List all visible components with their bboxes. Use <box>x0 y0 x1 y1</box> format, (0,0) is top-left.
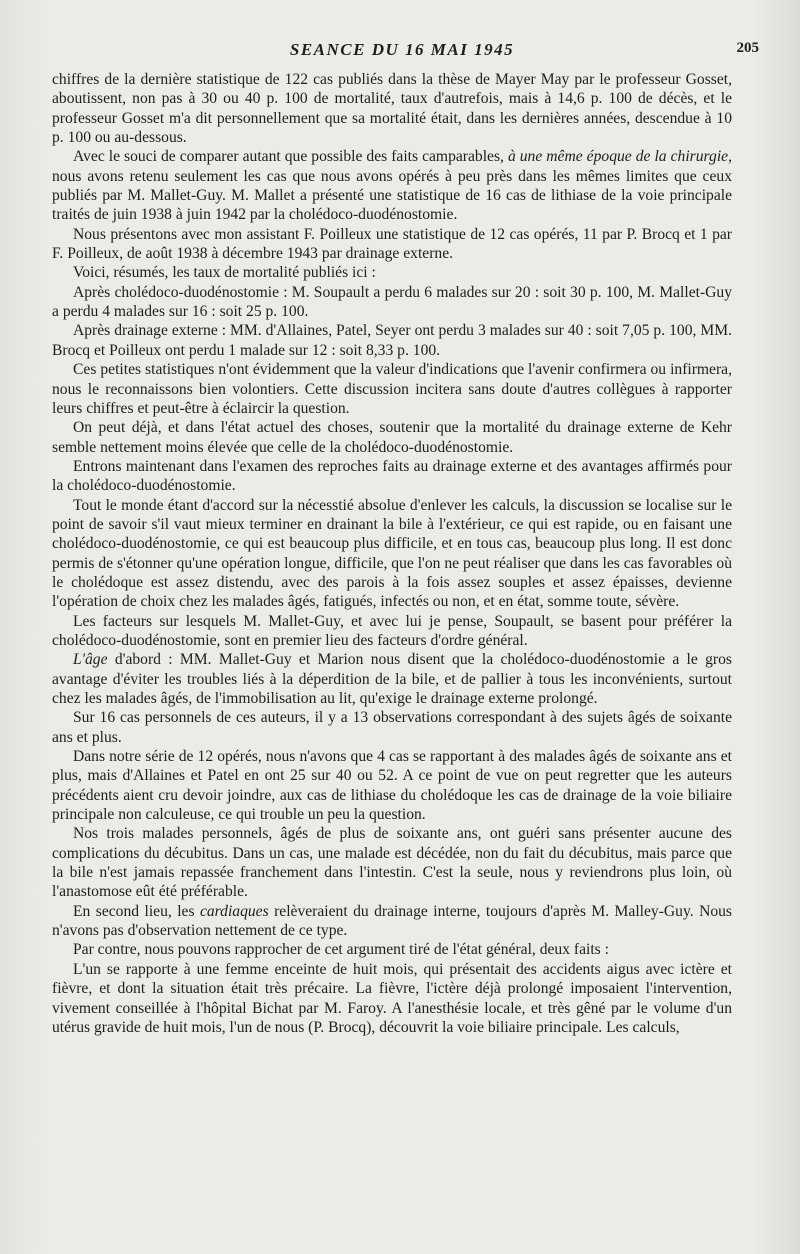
body-text <box>52 70 732 1037</box>
text-run: Ces petites statistiques n'ont évidemment que la valeur d'indications que l'avenir confirmera ou infirmera, nous le reconnaissons bien volontiers. Cette discussion incitera sans doute d'autres collègues à rapporter leurs chiffres et peut-être à éclaircir la question. <box>52 361 732 417</box>
paragraph <box>52 263 732 282</box>
text-run: Nos trois malades personnels, âgés de plus de soixante ans, ont guéri sans présenter aucune des complications du décubitus. Dans un cas, une malade est décédée, non du fait du décubitus, mais parce que la bile n'est jamais repassée franchement dans l'intestin. C'est la seule, nous y reviendrons plus loin, où l'anastomose eût été préférable. <box>52 825 732 901</box>
paragraph <box>52 650 732 708</box>
paragraph <box>52 321 732 360</box>
paragraph <box>52 360 732 418</box>
page-header <box>52 40 759 62</box>
text-run: Nous présentons avec mon assistant F. Poilleux une statistique de 12 cas opérés, 11 par P. Brocq et 1 par F. Poilleux, de août 1938 à décembre 1943 par drainage externe. <box>52 225 732 263</box>
text-run: L'un se rapporte à une femme enceinte de huit mois, qui présentait des accidents aigus avec ictère et fièvre, et dont la situation était très précaire. La fièvre, l'ictère déjà prolongé imposaient l'intervention, vivement conseillée à l'hôpital Bichat par M. Faroy. A l'anesthésie locale, et très gêné par le volume d'un utérus gravide de huit mois, l'un de nous (P. Brocq), découvrit la voie biliaire principale. Les calculs, <box>52 960 732 1036</box>
text-run: Après cholédoco-duodénostomie : M. Soupault a perdu 6 malades sur 20 : soit 30 p. 100, M. Mallet-Guy a perdu 4 malades sur 16 : soit 25 p. 100. <box>52 283 732 321</box>
text-run: Sur 16 cas personnels de ces auteurs, il y a 13 observations correspondant à des sujets âgés de soixante ans et plus. <box>52 709 732 746</box>
paragraph <box>52 70 732 147</box>
text-run: Avec le souci de comparer autant que possible des faits camparables, <box>73 148 508 166</box>
paragraph <box>52 147 732 224</box>
text-run: d'abord : MM. Mallet-Guy et Marion nous disent que la cholédoco-duodénostomie a le gros avantage d'éviter les troubles liés à la déperdition de la bile, et de pallier à tous les inconvénients, surtout chez les malades âgés, de l'immobilisation au lit, qu'exige le drainage externe prolongé. <box>52 651 732 707</box>
italic-text: L'âge <box>73 651 108 669</box>
text-run: Dans notre série de 12 opérés, nous n'avons que 4 cas se rapportant à des malades âgés de soixante ans et plus, mais d'Allaines et Patel en ont 25 sur 40 ou 52. A ce point de vue on peut regretter que les auteurs précédents aient cru devoir joindre, aux cas de lithiase du cholédoque les cas de drainage de la voie biliaire principale non calculeuse, ce qui trouble un peu la question. <box>52 748 732 824</box>
text-run: , nous avons retenu seulement les cas que nous avons opérés à peu près dans les mêmes limites que ceux publiés par M. Mallet-Guy. M. Mallet a présenté une statistique de 16 cas de lithiase de la voie principale traités de juin 1938 à juin 1942 par la cholédoco-duodénostomie. <box>52 148 732 224</box>
paragraph <box>52 496 732 612</box>
text-run: En second lieu, les <box>73 902 200 920</box>
paragraph <box>52 747 732 824</box>
paragraph <box>52 225 732 264</box>
page-number: 205 <box>736 40 759 56</box>
running-title: SEANCE DU 16 MAI 1945 <box>289 40 515 59</box>
italic-text: cardiaques <box>199 902 269 920</box>
italic-text: à une même époque de la chirurgie <box>507 148 729 166</box>
text-run: Les facteurs sur lesquels M. Mallet-Guy, et avec lui je pense, Soupault, se basent pour préférer la cholédoco-duodénostomie, sont en premier lieu des facteurs d'ordre général. <box>52 612 732 649</box>
paragraph <box>52 708 732 747</box>
paragraph <box>52 612 732 651</box>
text-run: Entrons maintenant dans l'examen des reproches faits au drainage externe et des avantages affirmés pour la cholédoco-duodénostomie. <box>52 457 732 495</box>
paragraph <box>52 283 732 322</box>
text-run: Voici, résumés, les taux de mortalité publiés ici : <box>73 264 376 282</box>
paragraph <box>52 824 732 901</box>
text-run: Tout le monde étant d'accord sur la nécesstié absolue d'enlever les calculs, la discussion se localise sur le point de savoir s'il vaut mieux terminer en drainant la bile à l'extérieur, ce qui est rapide, ou en faisant une cholédoco-duodénostomie, ce qui est beaucoup plus difficile, et en tous cas, beaucoup plus long. Il est donc permis de s'étonner qu'une opération longue, difficile, que l'on ne peut réaliser que dans les cas favorables où le cholédoque est assez distendu, avec des parois à la fois assez souples et assez épaisses, devienne l'opération de choix chez les malades âgés, fatigués, infectés ou non, et en état, somme toute, sévère. <box>52 496 732 611</box>
text-run: Après drainage externe : MM. d'Allaines, Patel, Seyer ont perdu 3 malades sur 40 : soit 7,05 p. 100, MM. Brocq et Poilleux ont perdu 1 malade sur 12 : soit 8,33 p. 100. <box>52 322 732 359</box>
paragraph <box>52 960 732 1037</box>
text-run: Par contre, nous pouvons rapprocher de cet argument tiré de l'état général, deux faits : <box>73 941 609 959</box>
paragraph <box>52 940 732 959</box>
text-run: chiffres de la dernière statistique de 122 cas publiés dans la thèse de Mayer May par le professeur Gosset, aboutissent, non pas à 30 ou 40 p. 100 de mortalité, taux d'autrefois, mais à 14,6 p. 100 de décès, et le professeur Gosset m'a dit personnellement que sa mortalité était, dans les dernières années, descendue à 10 p. 100 ou au-dessous. <box>52 71 732 147</box>
text-run: On peut déjà, et dans l'état actuel des choses, soutenir que la mortalité du drainage externe de Kehr semble nettement moins élevée que celle de la cholédoco-duodénostomie. <box>52 419 732 456</box>
paragraph <box>52 457 732 496</box>
text-run: relèveraient du drainage interne, toujours d'après M. Malley-Guy. Nous n'avons pas d'observation nettement de ce type. <box>52 902 732 940</box>
paragraph <box>52 902 732 941</box>
paragraph <box>52 418 732 457</box>
